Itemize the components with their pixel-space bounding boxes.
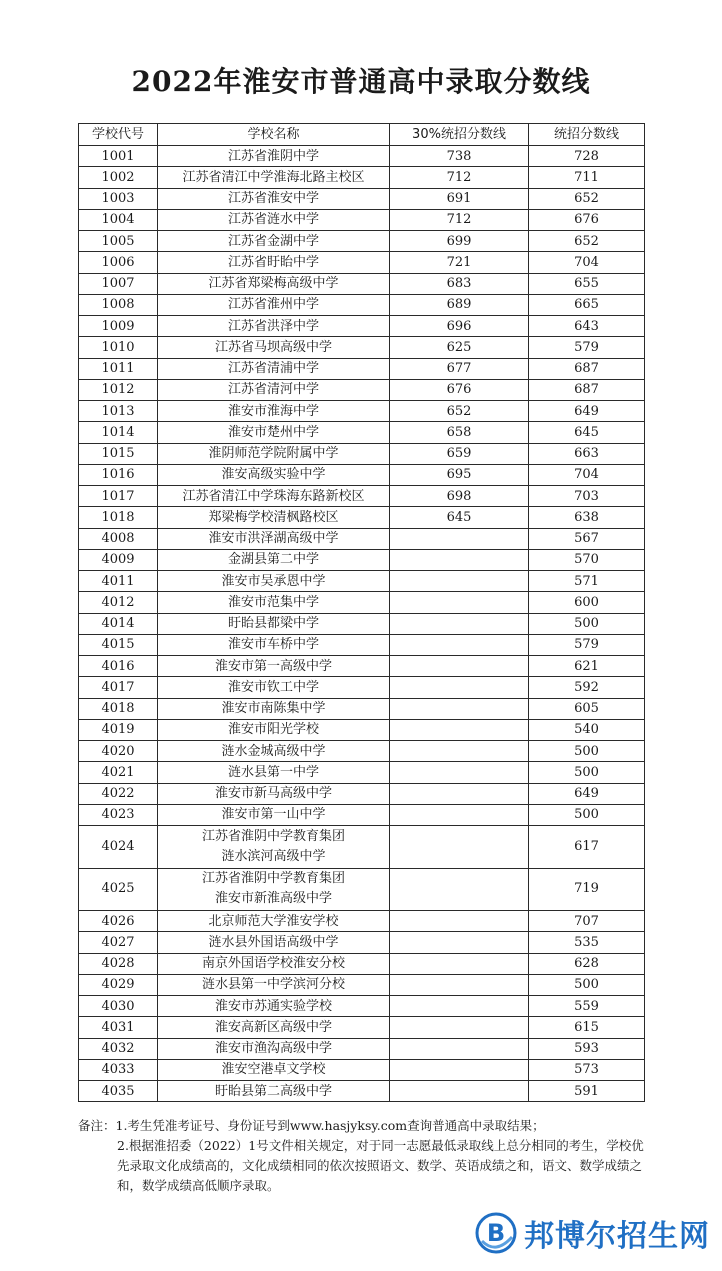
table-row bbox=[79, 379, 645, 400]
cell-score: 591 bbox=[529, 1081, 645, 1102]
cell-score-30: 659 bbox=[390, 443, 529, 464]
table-row bbox=[79, 231, 645, 252]
school-name-line: 涟水县外国语高级中学 bbox=[208, 934, 339, 950]
table-row bbox=[79, 549, 645, 570]
school-name-line: 淮安市范集中学 bbox=[227, 594, 319, 610]
cell-school-name bbox=[158, 656, 390, 677]
cell-school-code: 1011 bbox=[79, 358, 158, 379]
cell-score: 592 bbox=[529, 677, 645, 698]
cell-score-30: 738 bbox=[390, 146, 529, 167]
table-row bbox=[79, 528, 645, 549]
table-row bbox=[79, 996, 645, 1017]
table-row bbox=[79, 804, 645, 825]
cell-school-name bbox=[158, 741, 390, 762]
table-body bbox=[79, 146, 645, 1102]
cell-school-name bbox=[158, 209, 390, 230]
cell-school-code: 1017 bbox=[79, 486, 158, 507]
cell-school-code: 4024 bbox=[79, 826, 158, 869]
cell-score: 593 bbox=[529, 1038, 645, 1059]
cell-school-code: 1005 bbox=[79, 231, 158, 252]
cell-score-30 bbox=[390, 677, 529, 698]
cell-school-name bbox=[158, 1038, 390, 1059]
cell-school-code: 4016 bbox=[79, 656, 158, 677]
cell-score-30 bbox=[390, 1081, 529, 1102]
table-row bbox=[79, 1081, 645, 1102]
table-row bbox=[79, 762, 645, 783]
table-row bbox=[79, 316, 645, 337]
school-name-line: 淮安市吴承恩中学 bbox=[221, 573, 326, 589]
cell-score-30 bbox=[390, 996, 529, 1017]
school-name-line: 江苏省淮州中学 bbox=[227, 297, 319, 313]
cell-score-30 bbox=[390, 783, 529, 804]
cell-score: 655 bbox=[529, 273, 645, 294]
table-row bbox=[79, 826, 645, 869]
table-row bbox=[79, 1038, 645, 1059]
table-row bbox=[79, 443, 645, 464]
cell-school-code: 4025 bbox=[79, 868, 158, 911]
cell-score: 687 bbox=[529, 379, 645, 400]
cell-score: 573 bbox=[529, 1059, 645, 1080]
cell-school-code: 1008 bbox=[79, 294, 158, 315]
cell-score-30: 625 bbox=[390, 337, 529, 358]
cell-score: 605 bbox=[529, 698, 645, 719]
table-header-row bbox=[79, 124, 645, 146]
cell-school-name bbox=[158, 698, 390, 719]
cell-score: 500 bbox=[529, 613, 645, 634]
cell-score: 638 bbox=[529, 507, 645, 528]
cell-score-30: 676 bbox=[390, 379, 529, 400]
cell-school-name bbox=[158, 146, 390, 167]
cell-school-name bbox=[158, 294, 390, 315]
school-name-line: 涟水县第一中学滨河分校 bbox=[201, 977, 345, 993]
cell-score-30 bbox=[390, 1017, 529, 1038]
cell-school-name bbox=[158, 996, 390, 1017]
cell-school-code: 1009 bbox=[79, 316, 158, 337]
school-name-line: 淮安市楚州中学 bbox=[227, 424, 319, 440]
table-row bbox=[79, 868, 645, 911]
cell-score-30: 683 bbox=[390, 273, 529, 294]
cell-score: 719 bbox=[529, 868, 645, 911]
cell-score-30 bbox=[390, 528, 529, 549]
table-row bbox=[79, 1017, 645, 1038]
cell-school-name bbox=[158, 188, 390, 209]
school-name-line: 淮安市南陈集中学 bbox=[221, 701, 326, 717]
table-row bbox=[79, 358, 645, 379]
header-score: 统招分数线 bbox=[529, 124, 645, 146]
school-name-line: 江苏省清浦中学 bbox=[227, 361, 319, 377]
school-name-line: 郑梁梅学校清枫路校区 bbox=[208, 509, 339, 525]
cell-score: 711 bbox=[529, 167, 645, 188]
cell-school-name bbox=[158, 613, 390, 634]
cell-score: 676 bbox=[529, 209, 645, 230]
cell-school-name bbox=[158, 422, 390, 443]
cell-school-code: 1001 bbox=[79, 146, 158, 167]
cell-school-name bbox=[158, 507, 390, 528]
cell-school-name bbox=[158, 167, 390, 188]
cell-school-code: 4020 bbox=[79, 741, 158, 762]
cell-school-code: 1006 bbox=[79, 252, 158, 273]
cell-school-name bbox=[158, 358, 390, 379]
cell-school-code: 1015 bbox=[79, 443, 158, 464]
table-row bbox=[79, 273, 645, 294]
cell-score-30 bbox=[390, 1059, 529, 1080]
cell-score-30 bbox=[390, 613, 529, 634]
cell-score: 570 bbox=[529, 549, 645, 570]
cell-score-30 bbox=[390, 1038, 529, 1059]
cell-school-name bbox=[158, 528, 390, 549]
score-table bbox=[78, 123, 645, 1102]
cell-score-30 bbox=[390, 719, 529, 740]
cell-score: 617 bbox=[529, 826, 645, 869]
cell-score: 643 bbox=[529, 316, 645, 337]
cell-school-code: 4012 bbox=[79, 592, 158, 613]
cell-score: 535 bbox=[529, 932, 645, 953]
cell-score: 579 bbox=[529, 634, 645, 655]
table-row bbox=[79, 677, 645, 698]
table-row bbox=[79, 294, 645, 315]
school-name-line: 江苏省淮阴中学 bbox=[227, 148, 319, 164]
table-row bbox=[79, 932, 645, 953]
cell-school-code: 4022 bbox=[79, 783, 158, 804]
cell-score-30 bbox=[390, 953, 529, 974]
table-row bbox=[79, 698, 645, 719]
cell-school-code: 4019 bbox=[79, 719, 158, 740]
cell-school-name bbox=[158, 252, 390, 273]
school-name-line: 江苏省淮安中学 bbox=[227, 191, 319, 207]
table-row bbox=[79, 1059, 645, 1080]
cell-school-name bbox=[158, 401, 390, 422]
cell-school-name bbox=[158, 273, 390, 294]
cell-school-name bbox=[158, 592, 390, 613]
cell-school-code: 4026 bbox=[79, 911, 158, 932]
cell-school-name bbox=[158, 932, 390, 953]
header-score-30: 30%统招分数线 bbox=[390, 124, 529, 146]
table-row bbox=[79, 571, 645, 592]
cell-score: 600 bbox=[529, 592, 645, 613]
cell-score-30 bbox=[390, 741, 529, 762]
table-row bbox=[79, 613, 645, 634]
cell-score-30: 712 bbox=[390, 167, 529, 188]
cell-school-name bbox=[158, 953, 390, 974]
header-school-code: 学校代号 bbox=[79, 124, 158, 146]
cell-score: 687 bbox=[529, 358, 645, 379]
school-name-line: 淮安空港卓文学校 bbox=[221, 1062, 326, 1078]
logo-letter: B bbox=[486, 1219, 506, 1247]
school-name-line: 涟水县第一中学 bbox=[227, 764, 319, 780]
school-name-line: 淮安高新区高级中学 bbox=[214, 1019, 332, 1035]
school-name-line: 江苏省涟水中学 bbox=[227, 212, 319, 228]
cell-score: 728 bbox=[529, 146, 645, 167]
school-name-line: 淮安市第一山中学 bbox=[221, 807, 326, 823]
cell-score: 649 bbox=[529, 401, 645, 422]
cell-score-30 bbox=[390, 826, 529, 869]
school-name-line: 金湖县第二中学 bbox=[227, 552, 319, 568]
cell-score: 652 bbox=[529, 231, 645, 252]
cell-school-code: 4032 bbox=[79, 1038, 158, 1059]
school-name-line: 淮安市淮海中学 bbox=[227, 403, 319, 419]
table-row bbox=[79, 464, 645, 485]
cell-score: 665 bbox=[529, 294, 645, 315]
cell-score: 567 bbox=[529, 528, 645, 549]
table-row bbox=[79, 974, 645, 995]
watermark bbox=[474, 1208, 710, 1258]
cell-score-30: 677 bbox=[390, 358, 529, 379]
cell-school-name bbox=[158, 379, 390, 400]
school-name-line: 江苏省洪泽中学 bbox=[227, 318, 319, 334]
table-row bbox=[79, 188, 645, 209]
cell-school-code: 4035 bbox=[79, 1081, 158, 1102]
cell-score-30: 645 bbox=[390, 507, 529, 528]
cell-school-name bbox=[158, 783, 390, 804]
school-name-line: 淮安高级实验中学 bbox=[221, 467, 326, 483]
school-name-line: 北京师范大学淮安学校 bbox=[208, 913, 339, 929]
cell-score: 500 bbox=[529, 804, 645, 825]
cell-score-30 bbox=[390, 656, 529, 677]
cell-score-30 bbox=[390, 571, 529, 592]
cell-school-name bbox=[158, 486, 390, 507]
school-name-line: 江苏省清江中学珠海东路新校区 bbox=[182, 488, 365, 504]
cell-school-code: 4015 bbox=[79, 634, 158, 655]
cell-school-code: 4018 bbox=[79, 698, 158, 719]
school-name-line: 淮安市新马高级中学 bbox=[214, 786, 332, 802]
cell-school-code: 1012 bbox=[79, 379, 158, 400]
cell-score: 703 bbox=[529, 486, 645, 507]
cell-score-30: 652 bbox=[390, 401, 529, 422]
cell-score: 500 bbox=[529, 974, 645, 995]
school-name-line: 淮安市洪泽湖高级中学 bbox=[208, 531, 339, 547]
cell-score-30: 696 bbox=[390, 316, 529, 337]
school-name-line: 淮安市苏通实验学校 bbox=[214, 998, 332, 1014]
cell-score-30 bbox=[390, 549, 529, 570]
page-title: 2022年淮安市普通高中录取分数线 bbox=[131, 65, 591, 98]
cell-school-name bbox=[158, 826, 390, 869]
cell-score: 615 bbox=[529, 1017, 645, 1038]
cell-score-30 bbox=[390, 804, 529, 825]
cell-score: 645 bbox=[529, 422, 645, 443]
table-row bbox=[79, 422, 645, 443]
table-row bbox=[79, 953, 645, 974]
cell-score: 649 bbox=[529, 783, 645, 804]
cell-score: 707 bbox=[529, 911, 645, 932]
table-row bbox=[79, 209, 645, 230]
cell-school-name bbox=[158, 719, 390, 740]
cell-score-30: 699 bbox=[390, 231, 529, 252]
school-name-line: 淮安市渔沟高级中学 bbox=[214, 1041, 332, 1057]
school-name-line: 盱眙县都梁中学 bbox=[227, 616, 319, 632]
cell-score: 500 bbox=[529, 762, 645, 783]
cell-score: 500 bbox=[529, 741, 645, 762]
school-name-line: 江苏省淮阴中学教育集团 bbox=[201, 828, 345, 844]
cell-score-30: 695 bbox=[390, 464, 529, 485]
school-name-line: 江苏省郑梁梅高级中学 bbox=[208, 276, 339, 292]
table-row bbox=[79, 783, 645, 804]
table-row bbox=[79, 656, 645, 677]
cell-school-name bbox=[158, 974, 390, 995]
table-row bbox=[79, 592, 645, 613]
notes bbox=[78, 1116, 644, 1196]
cell-score-30 bbox=[390, 698, 529, 719]
b-logo-icon bbox=[474, 1211, 518, 1255]
cell-school-code: 4030 bbox=[79, 996, 158, 1017]
school-name-line: 江苏省清河中学 bbox=[227, 382, 319, 398]
cell-score-30 bbox=[390, 634, 529, 655]
cell-school-name bbox=[158, 571, 390, 592]
cell-score: 652 bbox=[529, 188, 645, 209]
cell-school-name bbox=[158, 634, 390, 655]
cell-school-code: 4011 bbox=[79, 571, 158, 592]
cell-school-code: 1003 bbox=[79, 188, 158, 209]
cell-school-code: 1013 bbox=[79, 401, 158, 422]
cell-school-code: 1004 bbox=[79, 209, 158, 230]
cell-score: 559 bbox=[529, 996, 645, 1017]
school-name-line: 淮阴师范学院附属中学 bbox=[208, 446, 339, 462]
cell-school-name bbox=[158, 1017, 390, 1038]
cell-school-code: 1016 bbox=[79, 464, 158, 485]
cell-school-code: 4014 bbox=[79, 613, 158, 634]
cell-school-code: 1010 bbox=[79, 337, 158, 358]
cell-score-30: 721 bbox=[390, 252, 529, 273]
cell-score: 579 bbox=[529, 337, 645, 358]
school-name-line: 江苏省淮阴中学教育集团 bbox=[201, 871, 345, 887]
school-name-line: 淮安市车桥中学 bbox=[227, 637, 319, 653]
cell-score: 628 bbox=[529, 953, 645, 974]
cell-school-code: 4008 bbox=[79, 528, 158, 549]
cell-score-30: 689 bbox=[390, 294, 529, 315]
cell-school-code: 1014 bbox=[79, 422, 158, 443]
school-name-line: 江苏省马坝高级中学 bbox=[214, 339, 332, 355]
cell-score-30 bbox=[390, 868, 529, 911]
cell-school-name bbox=[158, 464, 390, 485]
cell-school-code: 4027 bbox=[79, 932, 158, 953]
note-line-2: 2.根据淮招委（2022）1号文件相关规定，对于同一志愿最低录取线上总分相同的考生，学校优先录取文化成绩高的，文化成绩相同的依次按照语文、数学、英语成绩之和，语文、数学成绩之和，数学成绩高低顺序录取。 bbox=[117, 1138, 644, 1193]
cell-school-name bbox=[158, 868, 390, 911]
cell-school-code: 1002 bbox=[79, 167, 158, 188]
cell-school-name bbox=[158, 1059, 390, 1080]
table-row bbox=[79, 401, 645, 422]
table-row bbox=[79, 167, 645, 188]
table-row bbox=[79, 507, 645, 528]
cell-school-code: 4009 bbox=[79, 549, 158, 570]
cell-score-30: 691 bbox=[390, 188, 529, 209]
school-name-line: 涟水滨河高级中学 bbox=[221, 848, 326, 864]
cell-school-name bbox=[158, 762, 390, 783]
cell-school-name bbox=[158, 1081, 390, 1102]
cell-school-name bbox=[158, 316, 390, 337]
cell-score-30 bbox=[390, 762, 529, 783]
table-row bbox=[79, 252, 645, 273]
school-name-line: 江苏省清江中学淮海北路主校区 bbox=[182, 169, 365, 185]
school-name-line: 江苏省金湖中学 bbox=[227, 233, 319, 249]
cell-score: 571 bbox=[529, 571, 645, 592]
cell-score-30 bbox=[390, 932, 529, 953]
cell-score: 621 bbox=[529, 656, 645, 677]
school-name-line: 淮安市钦工中学 bbox=[227, 679, 319, 695]
cell-school-code: 1018 bbox=[79, 507, 158, 528]
table-row bbox=[79, 911, 645, 932]
cell-score: 704 bbox=[529, 252, 645, 273]
cell-score-30: 658 bbox=[390, 422, 529, 443]
table-row bbox=[79, 337, 645, 358]
cell-school-name bbox=[158, 231, 390, 252]
cell-score: 663 bbox=[529, 443, 645, 464]
cell-school-name bbox=[158, 337, 390, 358]
cell-school-name bbox=[158, 549, 390, 570]
cell-score: 540 bbox=[529, 719, 645, 740]
cell-school-code: 4031 bbox=[79, 1017, 158, 1038]
table-row bbox=[79, 634, 645, 655]
school-name-line: 南京外国语学校淮安分校 bbox=[201, 956, 345, 972]
cell-score-30 bbox=[390, 911, 529, 932]
cell-school-name bbox=[158, 804, 390, 825]
cell-score-30 bbox=[390, 974, 529, 995]
table-row bbox=[79, 146, 645, 167]
cell-school-name bbox=[158, 677, 390, 698]
cell-school-code: 4021 bbox=[79, 762, 158, 783]
cell-score-30: 712 bbox=[390, 209, 529, 230]
school-name-line: 江苏省盱眙中学 bbox=[227, 254, 319, 270]
school-name-line: 盱眙县第二高级中学 bbox=[214, 1083, 332, 1099]
cell-school-code: 1007 bbox=[79, 273, 158, 294]
cell-school-name bbox=[158, 911, 390, 932]
cell-school-code: 4028 bbox=[79, 953, 158, 974]
cell-school-code: 4033 bbox=[79, 1059, 158, 1080]
school-name-line: 涟水金城高级中学 bbox=[221, 743, 326, 759]
cell-score: 704 bbox=[529, 464, 645, 485]
header-school-name: 学校名称 bbox=[158, 124, 390, 146]
cell-school-code: 4017 bbox=[79, 677, 158, 698]
school-name-line: 淮安市第一高级中学 bbox=[214, 658, 332, 674]
cell-score-30: 698 bbox=[390, 486, 529, 507]
school-name-line: 淮安市新淮高级中学 bbox=[214, 891, 332, 907]
table-row bbox=[79, 741, 645, 762]
cell-school-code: 4023 bbox=[79, 804, 158, 825]
note-line-1: 备注：1.考生凭准考证号、身份证号到www.hasjyksy.com查询普通高中录取结果； bbox=[78, 1118, 545, 1133]
cell-school-name bbox=[158, 443, 390, 464]
school-name-line: 淮安市阳光学校 bbox=[227, 722, 319, 738]
table-row bbox=[79, 486, 645, 507]
watermark-text: 邦博尔招生网 bbox=[524, 1219, 710, 1254]
table-row bbox=[79, 719, 645, 740]
cell-school-code: 4029 bbox=[79, 974, 158, 995]
cell-score-30 bbox=[390, 592, 529, 613]
